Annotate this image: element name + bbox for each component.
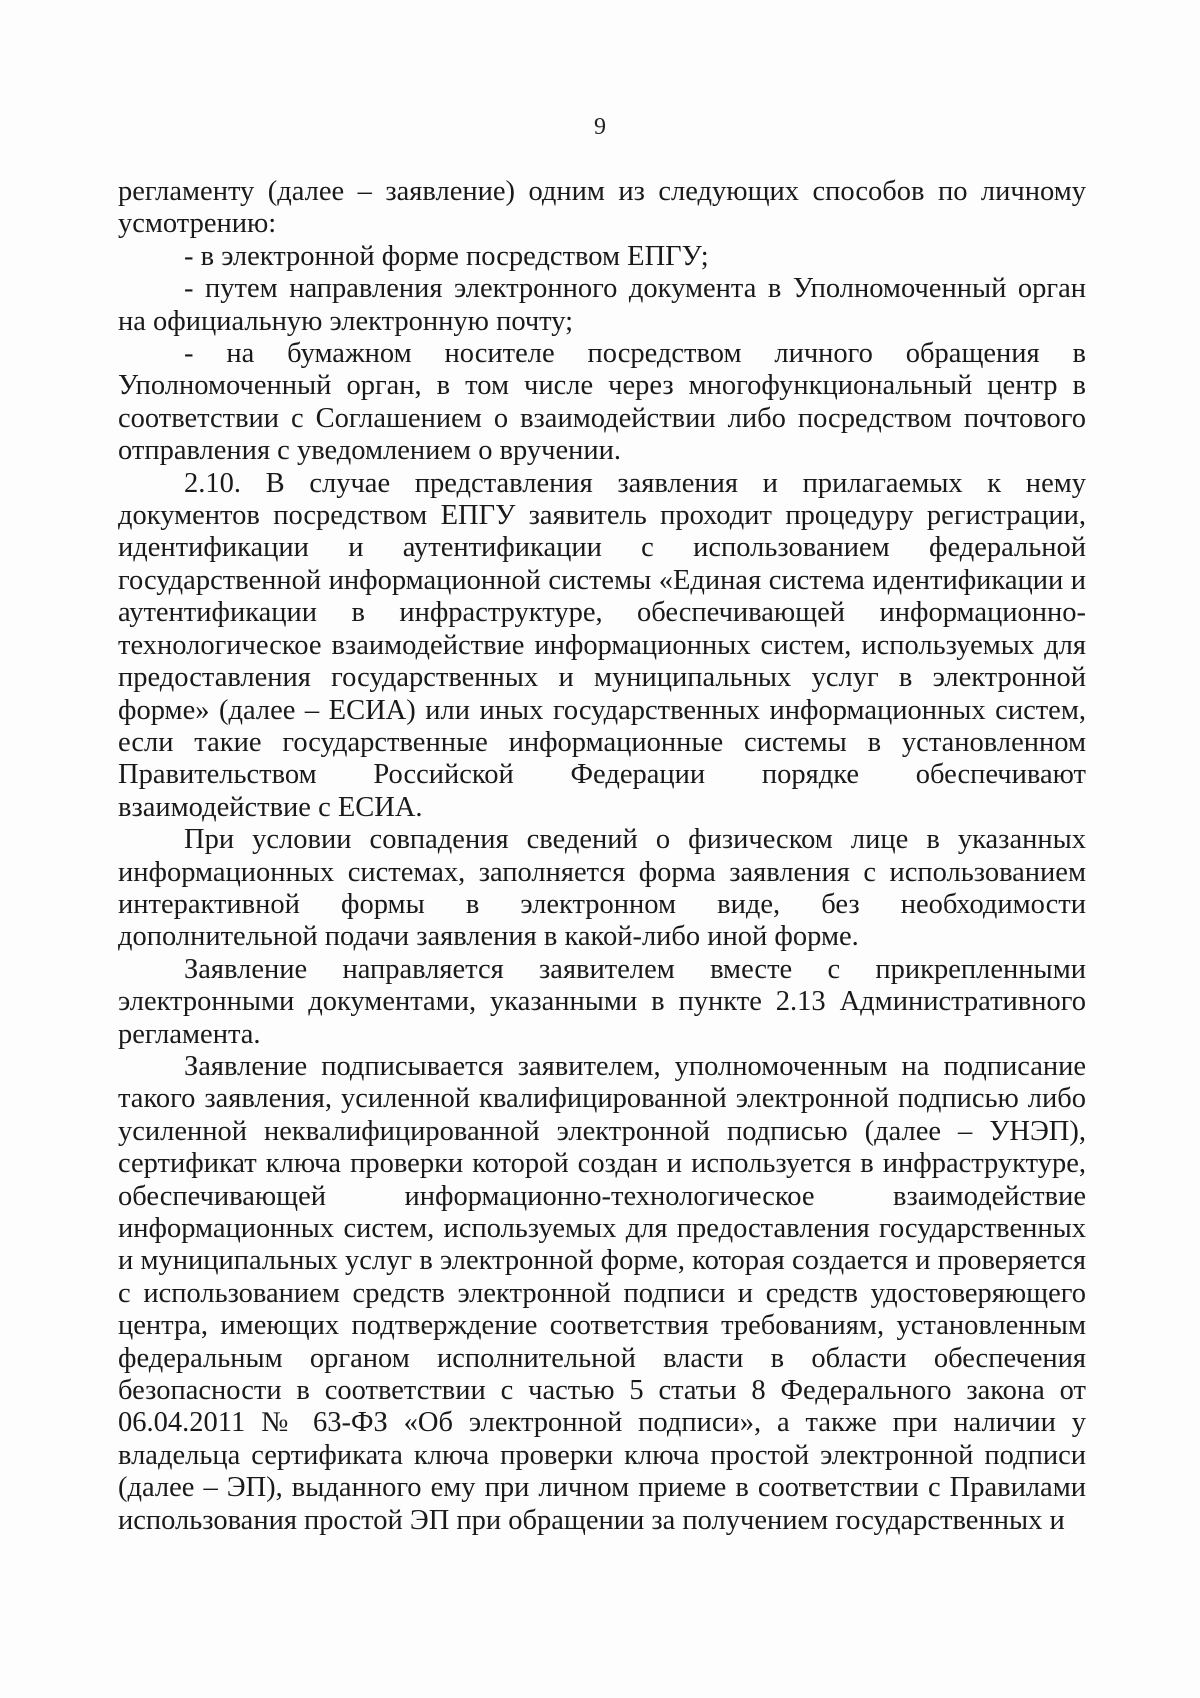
page-number: 9 [594, 114, 606, 140]
paragraph-data-match: При условии совпадения сведений о физическом лице в указанных информационных системах, заполняется форма заявления с использованием интерактивной формы в электронном виде, без необходимости дополнительной подачи заявления в какой-либо иной форме. [118, 824, 1086, 953]
paragraph-continuation: регламенту (далее – заявление) одним из следующих способов по личному усмотрению: [118, 176, 1086, 240]
document-body [118, 176, 1086, 1537]
list-item-epgu: - в электронной форме посредством ЕПГУ; [184, 240, 709, 272]
paragraph-signature: Заявление подписывается заявителем, уполномоченным на подписание такого заявления, усиленной квалифицированной электронной подписью либо усиленной неквалифицированной электронной подписью (далее – УНЭП), сертификат ключа проверки которой создан и используется в инфраструктуре, обеспечивающей информационно-технологическое взаимодействие информационных систем, используемых для предоставления государственных и муниципальных услуг в электронной форме, которая создается и проверяется с использованием средств электронной подписи и средств удостоверяющего центра, имеющих подтверждение соответствия требованиям, установленным федеральным органом исполнительной власти в области обеспечения безопасности в соответствии с частью 5 статьи 8 Федерального закона от 06.04.2011 № 63-ФЗ «Об электронной подписи», а также при наличии у владельца сертификата ключа проверки ключа простой электронной подписи (далее – ЭП), выданного ему при личном приеме в соответствии с Правилами использования простой ЭП при обращении за получением государственных и [118, 1050, 1086, 1536]
list-item-email: - путем направления электронного документа в Уполномоченный орган на официальную электронную почту; [118, 273, 1086, 337]
paragraph-2-10: 2.10. В случае представления заявления и прилагаемых к нему документов посредством ЕПГУ заявитель проходит процедуру регистрации, идентификации и аутентификации с использованием федеральной государственной информационной системы «Единая система идентификации и аутентификации в инфраструктуре, обеспечивающей информационно-технологическое взаимодействие информационных систем, используемых для предоставления государственных и муниципальных услуг в электронной форме» (далее – ЕСИА) или иных государственных информационных систем, если такие государственные информационные системы в установленном Правительством Российской Федерации порядке обеспечивают взаимодействие с ЕСИА. [118, 467, 1086, 823]
list-item-paper: - на бумажном носителе посредством личного обращения в Уполномоченный орган, в том числе через многофункциональный центр в соответствии с Соглашением о взаимодействии либо посредством почтового отправления с уведомлением о вручении. [118, 338, 1086, 467]
paragraph-attachments: Заявление направляется заявителем вместе с прикрепленными электронными документами, указанными в пункте 2.13 Административного регламента. [118, 953, 1086, 1050]
